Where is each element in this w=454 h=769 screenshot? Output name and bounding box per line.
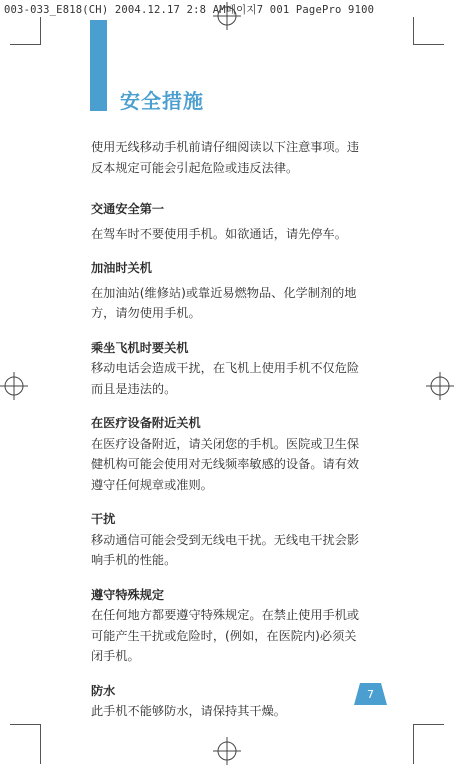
section-interference <box>91 509 366 571</box>
section-body: 移动通信可能会受到无线电干扰。无线电干扰会影响手机的性能。 <box>91 532 360 567</box>
section-heading: 交通安全第一 <box>91 202 165 216</box>
section-special-rules <box>91 585 366 667</box>
section-heading: 遵守特殊规定 <box>91 587 165 602</box>
section-body: 在加油站(维修站)或靠近易燃物品、化学制剂的地方，请勿使用手机。 <box>91 285 357 320</box>
section-aircraft <box>91 338 366 400</box>
section-heading: 干扰 <box>91 512 116 526</box>
crop-mark-top-right-v <box>413 17 414 45</box>
section-body: 在医疗设备附近，请关闭您的手机。医院或卫生保健机构可能会使用对无线频率敏感的设备。请有效遵守任何规章或准则。 <box>91 436 360 492</box>
crop-mark-bottom-left <box>10 724 40 725</box>
section-traffic-safety <box>91 199 366 244</box>
section-heading: 防水 <box>91 683 116 698</box>
section-water <box>91 681 366 722</box>
crop-mark-bottom-left-v <box>40 724 41 764</box>
section-body: 此手机不能够防水，请保持其干燥。 <box>91 704 286 718</box>
section-heading: 乘坐飞机时要关机 <box>91 340 189 355</box>
print-header: 003-033_E818(CH) 2004.12.17 2:8 AM페이지7 001 PagePro 9100 <box>4 4 375 16</box>
intro-paragraph: 使用无线移动手机前请仔细阅读以下注意事项。违反本规定可能会引起危险或违反法律。 <box>91 140 360 175</box>
crop-mark-bottom-right-v <box>413 724 414 764</box>
section-medical <box>91 413 366 495</box>
crop-mark-bottom-right <box>414 724 444 725</box>
crop-mark-top-right <box>414 44 444 45</box>
section-body: 在驾车时不要使用手机。如欲通话，请先停车。 <box>91 226 347 241</box>
content <box>91 137 366 722</box>
section-body: 移动电话会造成干扰，在飞机上使用手机不仅危险而且是违法的。 <box>91 361 360 396</box>
page-number: 7 <box>367 688 374 701</box>
page-title: 安全措施 <box>120 89 204 113</box>
crop-mark-top-left <box>10 44 40 45</box>
registration-mark-icon <box>213 737 241 765</box>
section-body: 在任何地方都要遵守特殊规定。在禁止使用手机或可能产生干扰或危险时，(例如，在医院内)必须关闭手机。 <box>91 608 360 663</box>
section-heading: 加油时关机 <box>91 261 152 275</box>
registration-mark-icon <box>213 2 241 30</box>
section-heading: 在医疗设备附近关机 <box>91 416 201 430</box>
registration-mark-icon <box>0 372 28 400</box>
accent-bar <box>90 20 107 111</box>
registration-mark-icon <box>426 372 454 400</box>
section-refueling <box>91 258 366 324</box>
crop-mark-top-left-v <box>40 17 41 45</box>
